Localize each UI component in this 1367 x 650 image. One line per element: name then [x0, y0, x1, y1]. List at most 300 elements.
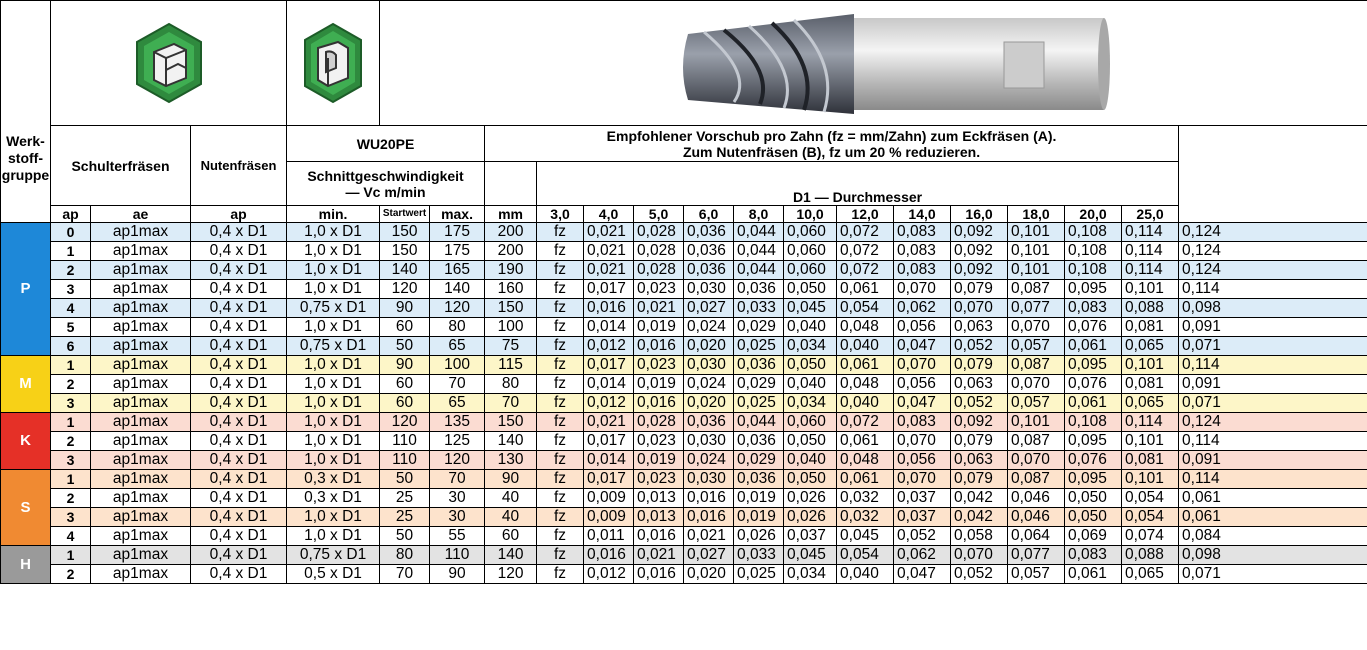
feed-value: 0,023 [634, 470, 684, 489]
feed-value: 0,028 [634, 261, 684, 280]
ap-slot-value: 1,0 x D1 [287, 432, 380, 451]
feed-value: 0,024 [684, 318, 734, 337]
ap-slot-value: 0,75 x D1 [287, 299, 380, 318]
feed-value: 0,124 [1179, 261, 1367, 280]
feed-value: 0,011 [584, 527, 634, 546]
material-subgroup-number: 3 [51, 508, 91, 527]
feed-value: 0,081 [1122, 318, 1179, 337]
feed-value: 0,063 [951, 318, 1008, 337]
material-subgroup-number: 3 [51, 394, 91, 413]
unit-value: fz [537, 565, 584, 584]
vc-max-value: 90 [485, 470, 537, 489]
vc-start-value: 175 [430, 242, 485, 261]
ap-value: ap1max [91, 356, 191, 375]
feed-value: 0,019 [734, 489, 784, 508]
feed-value: 0,062 [894, 546, 951, 565]
feed-value: 0,061 [1065, 565, 1122, 584]
feed-value: 0,095 [1065, 432, 1122, 451]
feed-value: 0,034 [784, 337, 837, 356]
ap-slot-value: 1,0 x D1 [287, 527, 380, 546]
feed-value: 0,101 [1122, 356, 1179, 375]
unit-value: fz [537, 375, 584, 394]
diameter-header-2: 5,0 [634, 206, 684, 223]
feed-value: 0,077 [1008, 546, 1065, 565]
vc-start-value: 30 [430, 508, 485, 527]
vc-max-value: 60 [485, 527, 537, 546]
feed-value: 0,045 [784, 546, 837, 565]
vc-min-value: 50 [380, 337, 430, 356]
ae-value: 0,4 x D1 [191, 432, 287, 451]
feed-value: 0,070 [1008, 318, 1065, 337]
feed-value: 0,101 [1122, 470, 1179, 489]
feed-value: 0,079 [951, 432, 1008, 451]
ap-value: ap1max [91, 299, 191, 318]
vc-min-value: 80 [380, 546, 430, 565]
ae-value: 0,4 x D1 [191, 299, 287, 318]
feed-value: 0,016 [684, 489, 734, 508]
feed-value: 0,050 [1065, 489, 1122, 508]
vc-start-value: 135 [430, 413, 485, 432]
feed-value: 0,019 [634, 451, 684, 470]
diameter-header: D1 — Durchmesser [537, 162, 1179, 206]
feed-value: 0,029 [734, 451, 784, 470]
feed-value: 0,037 [894, 508, 951, 527]
feed-value: 0,101 [1122, 280, 1179, 299]
feed-value: 0,040 [784, 375, 837, 394]
ae-value: 0,4 x D1 [191, 546, 287, 565]
feed-value: 0,047 [894, 394, 951, 413]
feed-value: 0,098 [1179, 546, 1367, 565]
feed-value: 0,077 [1008, 299, 1065, 318]
feed-value: 0,081 [1122, 451, 1179, 470]
unit-value: fz [537, 432, 584, 451]
feed-value: 0,057 [1008, 565, 1065, 584]
feed-value: 0,044 [734, 413, 784, 432]
vc-min-value: 120 [380, 280, 430, 299]
feed-value: 0,020 [684, 337, 734, 356]
feed-value: 0,069 [1065, 527, 1122, 546]
ap-value: ap1max [91, 432, 191, 451]
feed-value: 0,061 [837, 356, 894, 375]
feed-value: 0,019 [734, 508, 784, 527]
feed-value: 0,044 [734, 261, 784, 280]
feed-value: 0,034 [784, 394, 837, 413]
table-row [1, 261, 1367, 280]
ap-value: ap1max [91, 527, 191, 546]
feed-value: 0,114 [1179, 280, 1367, 299]
vc-min-value: 70 [380, 565, 430, 584]
feed-value: 0,057 [1008, 394, 1065, 413]
feed-value: 0,014 [584, 451, 634, 470]
feed-value: 0,016 [634, 394, 684, 413]
unit-value: fz [537, 299, 584, 318]
feed-value: 0,061 [837, 432, 894, 451]
feed-value: 0,037 [894, 489, 951, 508]
ap-slot-header: ap [191, 206, 287, 223]
vc-max-value: 75 [485, 337, 537, 356]
ae-value: 0,4 x D1 [191, 280, 287, 299]
ae-value: 0,4 x D1 [191, 318, 287, 337]
ae-value: 0,4 x D1 [191, 356, 287, 375]
feed-value: 0,021 [584, 261, 634, 280]
feed-value: 0,074 [1122, 527, 1179, 546]
shoulder-milling-icon-cell [51, 1, 287, 126]
feed-value: 0,061 [837, 470, 894, 489]
slot-milling-icon-cell [287, 1, 380, 126]
ae-value: 0,4 x D1 [191, 527, 287, 546]
feed-value: 0,045 [784, 299, 837, 318]
feed-value: 0,047 [894, 337, 951, 356]
diameter-header-0: 3,0 [537, 206, 584, 223]
material-group-badge: S [1, 470, 51, 546]
vc-max-value: 140 [485, 432, 537, 451]
feed-value: 0,014 [584, 375, 634, 394]
feed-value: 0,036 [684, 223, 734, 242]
ap-slot-value: 1,0 x D1 [287, 356, 380, 375]
feed-value: 0,050 [784, 470, 837, 489]
feed-value: 0,050 [784, 432, 837, 451]
vc-max-value: 115 [485, 356, 537, 375]
feed-value: 0,101 [1008, 223, 1065, 242]
material-subgroup-number: 5 [51, 318, 91, 337]
feed-value: 0,021 [584, 223, 634, 242]
feed-value: 0,063 [951, 451, 1008, 470]
feed-value: 0,032 [837, 508, 894, 527]
feed-value: 0,016 [684, 508, 734, 527]
ae-header: ae [91, 206, 191, 223]
diameter-header-10: 20,0 [1065, 206, 1122, 223]
feed-title-line1: Empfohlener Vorschub pro Zahn (fz = mm/Zahn) zum Eckfräsen (A). [606, 127, 1057, 144]
vc-start-value: 100 [430, 356, 485, 375]
feed-value: 0,083 [1065, 299, 1122, 318]
ap-slot-value: 1,0 x D1 [287, 394, 380, 413]
feed-value: 0,017 [584, 280, 634, 299]
feed-value: 0,028 [634, 223, 684, 242]
ap-header: ap [51, 206, 91, 223]
vc-max-value: 150 [485, 413, 537, 432]
ap-slot-value: 1,0 x D1 [287, 451, 380, 470]
feed-value: 0,056 [894, 375, 951, 394]
feed-value: 0,054 [837, 546, 894, 565]
material-subgroup-number: 1 [51, 470, 91, 489]
ap-value: ap1max [91, 451, 191, 470]
vc-min-value: 120 [380, 413, 430, 432]
feed-value: 0,101 [1008, 242, 1065, 261]
unit-value: fz [537, 527, 584, 546]
feed-value: 0,016 [634, 337, 684, 356]
material-subgroup-number: 4 [51, 527, 91, 546]
feed-value: 0,016 [584, 546, 634, 565]
feed-value: 0,030 [684, 356, 734, 375]
feed-value: 0,027 [684, 546, 734, 565]
unit-value: fz [537, 413, 584, 432]
material-subgroup-number: 1 [51, 413, 91, 432]
feed-value: 0,048 [837, 451, 894, 470]
vc-start-value: 70 [430, 470, 485, 489]
material-group-badge: H [1, 546, 51, 584]
feed-value: 0,013 [634, 508, 684, 527]
feed-value: 0,026 [734, 527, 784, 546]
feed-value: 0,036 [734, 356, 784, 375]
feed-value: 0,065 [1122, 337, 1179, 356]
table-row [1, 527, 1367, 546]
feed-value: 0,050 [784, 280, 837, 299]
vc-max-value: 160 [485, 280, 537, 299]
feed-value: 0,054 [837, 299, 894, 318]
vc-max-value: 120 [485, 565, 537, 584]
ap-slot-value: 1,0 x D1 [287, 318, 380, 337]
feed-value: 0,092 [951, 413, 1008, 432]
feed-value: 0,076 [1065, 318, 1122, 337]
material-subgroup-number: 1 [51, 546, 91, 565]
ap-value: ap1max [91, 546, 191, 565]
feed-value: 0,047 [894, 565, 951, 584]
vc-min-value: 25 [380, 489, 430, 508]
feed-value: 0,088 [1122, 299, 1179, 318]
ap-slot-value: 0,3 x D1 [287, 489, 380, 508]
feed-value: 0,095 [1065, 356, 1122, 375]
ap-value: ap1max [91, 508, 191, 527]
feed-value: 0,013 [634, 489, 684, 508]
table-row [1, 299, 1367, 318]
table-row [1, 413, 1367, 432]
ae-value: 0,4 x D1 [191, 508, 287, 527]
feed-value: 0,021 [634, 299, 684, 318]
feed-value: 0,040 [837, 337, 894, 356]
feed-value: 0,029 [734, 318, 784, 337]
feed-value: 0,016 [634, 527, 684, 546]
feed-value: 0,095 [1065, 280, 1122, 299]
feed-value: 0,071 [1179, 394, 1367, 413]
vc-start-value: 65 [430, 337, 485, 356]
feed-value: 0,070 [894, 432, 951, 451]
table-row [1, 318, 1367, 337]
shoulder-milling-icon [134, 22, 204, 104]
material-subgroup-number: 3 [51, 280, 91, 299]
feed-value: 0,088 [1122, 546, 1179, 565]
ap-value: ap1max [91, 223, 191, 242]
ap-slot-value: 0,75 x D1 [287, 337, 380, 356]
vc-min-header: min. [287, 206, 380, 223]
material-subgroup-number: 2 [51, 432, 91, 451]
feed-value: 0,083 [894, 261, 951, 280]
feed-value: 0,030 [684, 280, 734, 299]
feed-value: 0,050 [784, 356, 837, 375]
material-subgroup-number: 1 [51, 242, 91, 261]
vc-max-value: 80 [485, 375, 537, 394]
feed-value: 0,072 [837, 242, 894, 261]
feed-value: 0,021 [634, 546, 684, 565]
feed-value: 0,124 [1179, 413, 1367, 432]
slot-milling-header: Nutenfräsen [191, 126, 287, 206]
feed-value: 0,048 [837, 375, 894, 394]
feed-value: 0,036 [734, 470, 784, 489]
material-subgroup-number: 2 [51, 375, 91, 394]
table-row [1, 470, 1367, 489]
vc-min-value: 50 [380, 470, 430, 489]
feed-value: 0,017 [584, 356, 634, 375]
material-group-badge: P [1, 223, 51, 356]
table-row [1, 280, 1367, 299]
unit-value: fz [537, 223, 584, 242]
table-row [1, 432, 1367, 451]
feed-value: 0,079 [951, 356, 1008, 375]
material-subgroup-number: 1 [51, 356, 91, 375]
feed-value: 0,081 [1122, 375, 1179, 394]
vc-max-value: 200 [485, 223, 537, 242]
feed-value: 0,070 [894, 356, 951, 375]
feed-value: 0,028 [634, 242, 684, 261]
ap-value: ap1max [91, 318, 191, 337]
feed-value: 0,083 [1065, 546, 1122, 565]
material-group-header: Werk- stoff- gruppe [1, 1, 51, 223]
unit-value: fz [537, 318, 584, 337]
feed-title-line2: Zum Nutenfräsen (B), fz um 20 % reduzieren. [682, 143, 981, 160]
vc-start-header: Startwert [380, 206, 430, 223]
table-row [1, 546, 1367, 565]
feed-value: 0,087 [1008, 470, 1065, 489]
feed-value: 0,034 [784, 565, 837, 584]
feed-value: 0,108 [1065, 242, 1122, 261]
feed-value: 0,065 [1122, 394, 1179, 413]
table-row [1, 242, 1367, 261]
feed-value: 0,026 [784, 489, 837, 508]
diameter-header-5: 10,0 [784, 206, 837, 223]
feed-value: 0,083 [894, 413, 951, 432]
column-header-row [1, 206, 1367, 223]
vc-min-value: 90 [380, 299, 430, 318]
vc-min-value: 140 [380, 261, 430, 280]
feed-value: 0,091 [1179, 451, 1367, 470]
feed-value: 0,033 [734, 299, 784, 318]
vc-min-value: 150 [380, 242, 430, 261]
ap-slot-value: 0,3 x D1 [287, 470, 380, 489]
unit-value: fz [537, 280, 584, 299]
feed-value: 0,114 [1122, 223, 1179, 242]
feed-value: 0,057 [1008, 337, 1065, 356]
vc-max-value: 150 [485, 299, 537, 318]
feed-value: 0,061 [1179, 489, 1367, 508]
unit-value: fz [537, 356, 584, 375]
vc-start-value: 125 [430, 432, 485, 451]
feed-value: 0,101 [1008, 413, 1065, 432]
diameter-header-4: 8,0 [734, 206, 784, 223]
vc-max-value: 130 [485, 451, 537, 470]
vc-max-value: 140 [485, 546, 537, 565]
feed-value: 0,016 [584, 299, 634, 318]
feed-value: 0,025 [734, 565, 784, 584]
feed-value: 0,114 [1122, 261, 1179, 280]
diameter-header-1: 4,0 [584, 206, 634, 223]
feed-value: 0,108 [1065, 223, 1122, 242]
feed-value: 0,108 [1065, 261, 1122, 280]
ap-value: ap1max [91, 565, 191, 584]
feed-value: 0,071 [1179, 337, 1367, 356]
shoulder-milling-header: Schulterfräsen [51, 126, 191, 206]
feed-value: 0,061 [1065, 394, 1122, 413]
feed-value: 0,009 [584, 489, 634, 508]
feed-value: 0,036 [684, 261, 734, 280]
feed-value: 0,032 [837, 489, 894, 508]
material-subgroup-number: 6 [51, 337, 91, 356]
feed-value: 0,027 [684, 299, 734, 318]
feed-value: 0,014 [584, 318, 634, 337]
feed-value: 0,095 [1065, 470, 1122, 489]
vc-start-value: 120 [430, 451, 485, 470]
ap-slot-value: 0,75 x D1 [287, 546, 380, 565]
diameter-header-9: 18,0 [1008, 206, 1065, 223]
unit-value: fz [537, 546, 584, 565]
unit-spacer [485, 162, 537, 206]
feed-value: 0,098 [1179, 299, 1367, 318]
ae-value: 0,4 x D1 [191, 261, 287, 280]
diameter-header-7: 14,0 [894, 206, 951, 223]
feed-value: 0,054 [1122, 489, 1179, 508]
material-subgroup-number: 3 [51, 451, 91, 470]
table-row [1, 337, 1367, 356]
diameter-header-6: 12,0 [837, 206, 894, 223]
feed-value: 0,084 [1179, 527, 1367, 546]
vc-min-value: 60 [380, 318, 430, 337]
cutting-speed-header: Schnittgeschwindigkeit — Vc m/min [287, 162, 485, 206]
feed-value: 0,101 [1008, 261, 1065, 280]
feed-value: 0,044 [734, 223, 784, 242]
feed-value: 0,017 [584, 432, 634, 451]
table-row [1, 489, 1367, 508]
feed-value: 0,056 [894, 451, 951, 470]
table-row [1, 565, 1367, 584]
feed-value: 0,036 [734, 432, 784, 451]
vc-max-value: 190 [485, 261, 537, 280]
vc-min-value: 110 [380, 451, 430, 470]
ap-value: ap1max [91, 261, 191, 280]
feed-value: 0,060 [784, 261, 837, 280]
feed-value: 0,052 [894, 527, 951, 546]
ap-value: ap1max [91, 470, 191, 489]
feed-value: 0,083 [894, 223, 951, 242]
feed-value: 0,087 [1008, 432, 1065, 451]
feed-value: 0,076 [1065, 375, 1122, 394]
feed-value: 0,056 [894, 318, 951, 337]
vc-min-value: 110 [380, 432, 430, 451]
feed-value: 0,021 [584, 242, 634, 261]
feed-value: 0,052 [951, 337, 1008, 356]
feed-value: 0,019 [634, 375, 684, 394]
feed-value: 0,091 [1179, 375, 1367, 394]
ap-slot-value: 1,0 x D1 [287, 261, 380, 280]
end-mill-tool-image [674, 4, 1124, 122]
ae-value: 0,4 x D1 [191, 489, 287, 508]
ae-value: 0,4 x D1 [191, 565, 287, 584]
vc-max-value: 40 [485, 508, 537, 527]
feed-value: 0,072 [837, 223, 894, 242]
feed-value: 0,083 [894, 242, 951, 261]
material-subgroup-number: 4 [51, 299, 91, 318]
ae-value: 0,4 x D1 [191, 451, 287, 470]
feed-value: 0,061 [1179, 508, 1367, 527]
feed-value: 0,012 [584, 337, 634, 356]
feed-value: 0,036 [734, 280, 784, 299]
feed-value: 0,091 [1179, 318, 1367, 337]
feed-value: 0,023 [634, 280, 684, 299]
feed-value: 0,040 [837, 394, 894, 413]
feed-value: 0,046 [1008, 489, 1065, 508]
feed-value: 0,108 [1065, 413, 1122, 432]
feed-value: 0,063 [951, 375, 1008, 394]
vc-start-value: 90 [430, 565, 485, 584]
table-row [1, 356, 1367, 375]
ap-slot-value: 1,0 x D1 [287, 280, 380, 299]
